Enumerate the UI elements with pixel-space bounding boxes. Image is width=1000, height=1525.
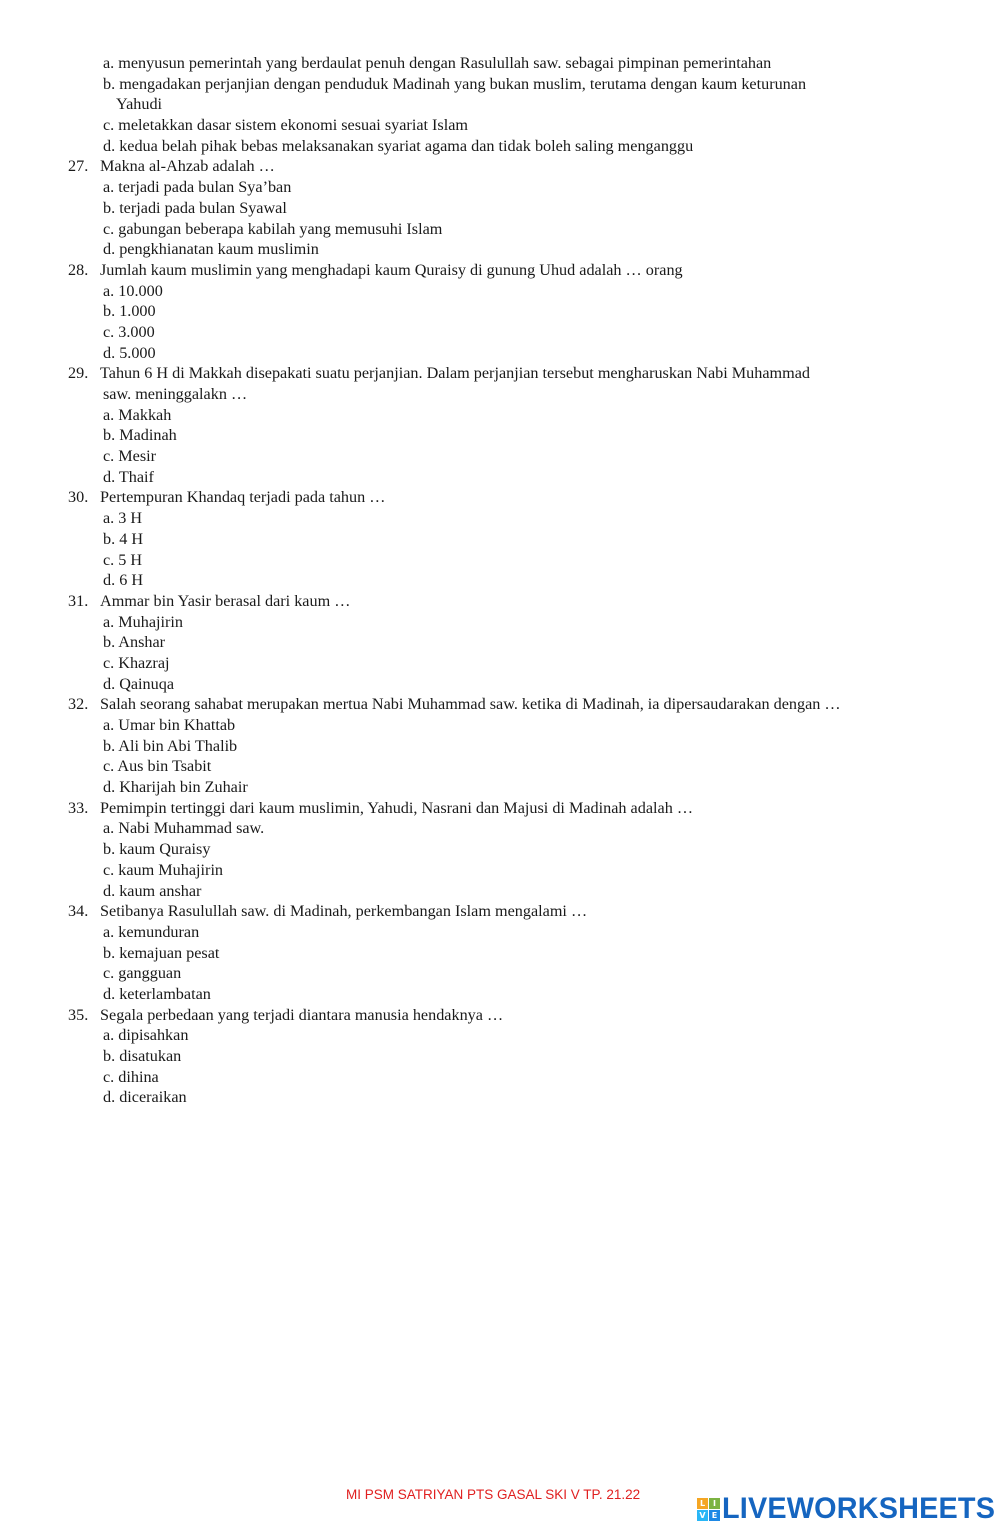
answer-option: d. kedua belah pihak bebas melaksanakan syariat agama dan tidak boleh saling menganggu — [103, 136, 694, 155]
answer-option: b. Ali bin Abi Thalib — [103, 736, 238, 755]
question-number: 31. — [68, 591, 89, 610]
answer-option: a. Muhajirin — [103, 612, 184, 631]
logo-letter-e: E — [709, 1510, 720, 1521]
answer-option: b. terjadi pada bulan Syawal — [103, 198, 287, 217]
question-text: Jumlah kaum muslimin yang menghadapi kaum Quraisy di gunung Uhud adalah … orang — [100, 260, 683, 279]
answer-option: b. 4 H — [103, 529, 144, 548]
answer-option: a. Nabi Muhammad saw. — [103, 819, 265, 838]
answer-option: a. Makkah — [103, 405, 172, 424]
liveworksheets-logo-icon — [697, 1498, 720, 1521]
question-27 — [0, 156, 1000, 177]
answer-option: c. Mesir — [103, 447, 157, 466]
answer-option: c. gangguan — [103, 964, 182, 983]
question-text: Segala perbedaan yang terjadi diantara manusia hendaknya … — [100, 1005, 504, 1024]
question-29 — [0, 363, 1000, 384]
answer-option: a. 3 H — [103, 509, 143, 528]
question-text: Setibanya Rasulullah saw. di Madinah, perkembangan Islam mengalami … — [100, 902, 588, 921]
answer-option: a. 10.000 — [103, 281, 163, 300]
answer-option: d. diceraikan — [103, 1088, 187, 1107]
answer-option: b. Anshar — [103, 633, 166, 652]
liveworksheets-logo — [697, 1492, 1000, 1525]
answer-option: c. gabungan beberapa kabilah yang memusuhi Islam — [103, 219, 443, 238]
question-number: 29. — [68, 364, 89, 383]
question-number: 30. — [68, 488, 89, 507]
question-text: Pemimpin tertinggi dari kaum muslimin, Yahudi, Nasrani dan Majusi di Madinah adalah … — [100, 798, 694, 817]
answer-option: d. Qainuqa — [103, 674, 175, 693]
answer-option: a. kemunduran — [103, 922, 200, 941]
question-number: 28. — [68, 260, 89, 279]
question-text: Pertempuran Khandaq terjadi pada tahun … — [100, 488, 386, 507]
answer-option: d. Kharijah bin Zuhair — [103, 778, 248, 797]
question-34 — [0, 901, 1000, 922]
logo-letter-i: I — [709, 1498, 720, 1509]
answer-option: c. meletakkan dasar sistem ekonomi sesuai syariat Islam — [103, 116, 469, 135]
answer-option: d. keterlambatan — [103, 984, 211, 1003]
answer-option: Yahudi — [116, 95, 163, 114]
footer-school-label: MI PSM SATRIYAN PTS GASAL SKI V TP. 21.22 — [346, 1487, 641, 1502]
answer-option: b. disatukan — [103, 1047, 182, 1065]
answer-option: d. Thaif — [103, 467, 154, 486]
question-list — [0, 53, 1000, 1108]
answer-option: a. dipisahkan — [103, 1026, 189, 1045]
answer-option: a. Umar bin Khattab — [103, 716, 236, 734]
answer-option: c. 5 H — [103, 550, 143, 569]
question-33 — [0, 798, 1000, 819]
question-text: Tahun 6 H di Makkah disepakati suatu perjanjian. Dalam perjanjian tersebut mengharuskan Nabi Muhammad — [100, 364, 811, 383]
question-31 — [0, 591, 1000, 612]
question-number: 35. — [68, 1005, 89, 1024]
answer-option: d. pengkhianatan kaum muslimin — [103, 240, 319, 259]
logo-letter-v: V — [697, 1510, 708, 1521]
question-32 — [0, 694, 1000, 715]
question-35 — [0, 1005, 1000, 1026]
answer-option: c. kaum Muhajirin — [103, 860, 224, 879]
question-28 — [0, 260, 1000, 281]
answer-option: a. menyusun pemerintah yang berdaulat penuh dengan Rasulullah saw. sebagai pimpinan pemerintahan — [103, 54, 772, 72]
answer-option: d. 6 H — [103, 571, 144, 590]
question-30 — [0, 487, 1000, 508]
answer-option: b. kaum Quraisy — [103, 840, 211, 859]
answer-option: b. Madinah — [103, 426, 177, 445]
answer-option: d. kaum anshar — [103, 881, 202, 900]
answer-option: c. Aus bin Tsabit — [103, 757, 212, 776]
question-text: Salah seorang sahabat merupakan mertua Nabi Muhammad saw. ketika di Madinah, ia dipersaudarakan dengan … — [100, 695, 841, 714]
question-text: Makna al-Ahzab adalah … — [100, 157, 275, 176]
answer-option: c. Khazraj — [103, 653, 170, 672]
logo-wordmark: LIVEWORKSHEETS — [722, 1492, 996, 1525]
question-number: 32. — [68, 695, 89, 714]
question-number: 27. — [68, 157, 89, 176]
answer-option: d. 5.000 — [103, 343, 156, 362]
question-number: 34. — [68, 902, 89, 921]
question-text: Ammar bin Yasir berasal dari kaum … — [100, 591, 351, 610]
answer-option: c. 3.000 — [103, 322, 155, 341]
question-number: 33. — [68, 798, 89, 817]
answer-option: b. mengadakan perjanjian dengan penduduk Madinah yang bukan muslim, terutama dengan kaum keturunan — [103, 74, 807, 93]
answer-option: b. 1.000 — [103, 302, 156, 321]
answer-option: a. terjadi pada bulan Sya’ban — [103, 178, 292, 197]
answer-option: b. kemajuan pesat — [103, 943, 220, 962]
question-text-continued: saw. meninggalakn … — [103, 385, 248, 403]
answer-option: c. dihina — [103, 1067, 159, 1086]
logo-letter-l: L — [697, 1498, 708, 1509]
